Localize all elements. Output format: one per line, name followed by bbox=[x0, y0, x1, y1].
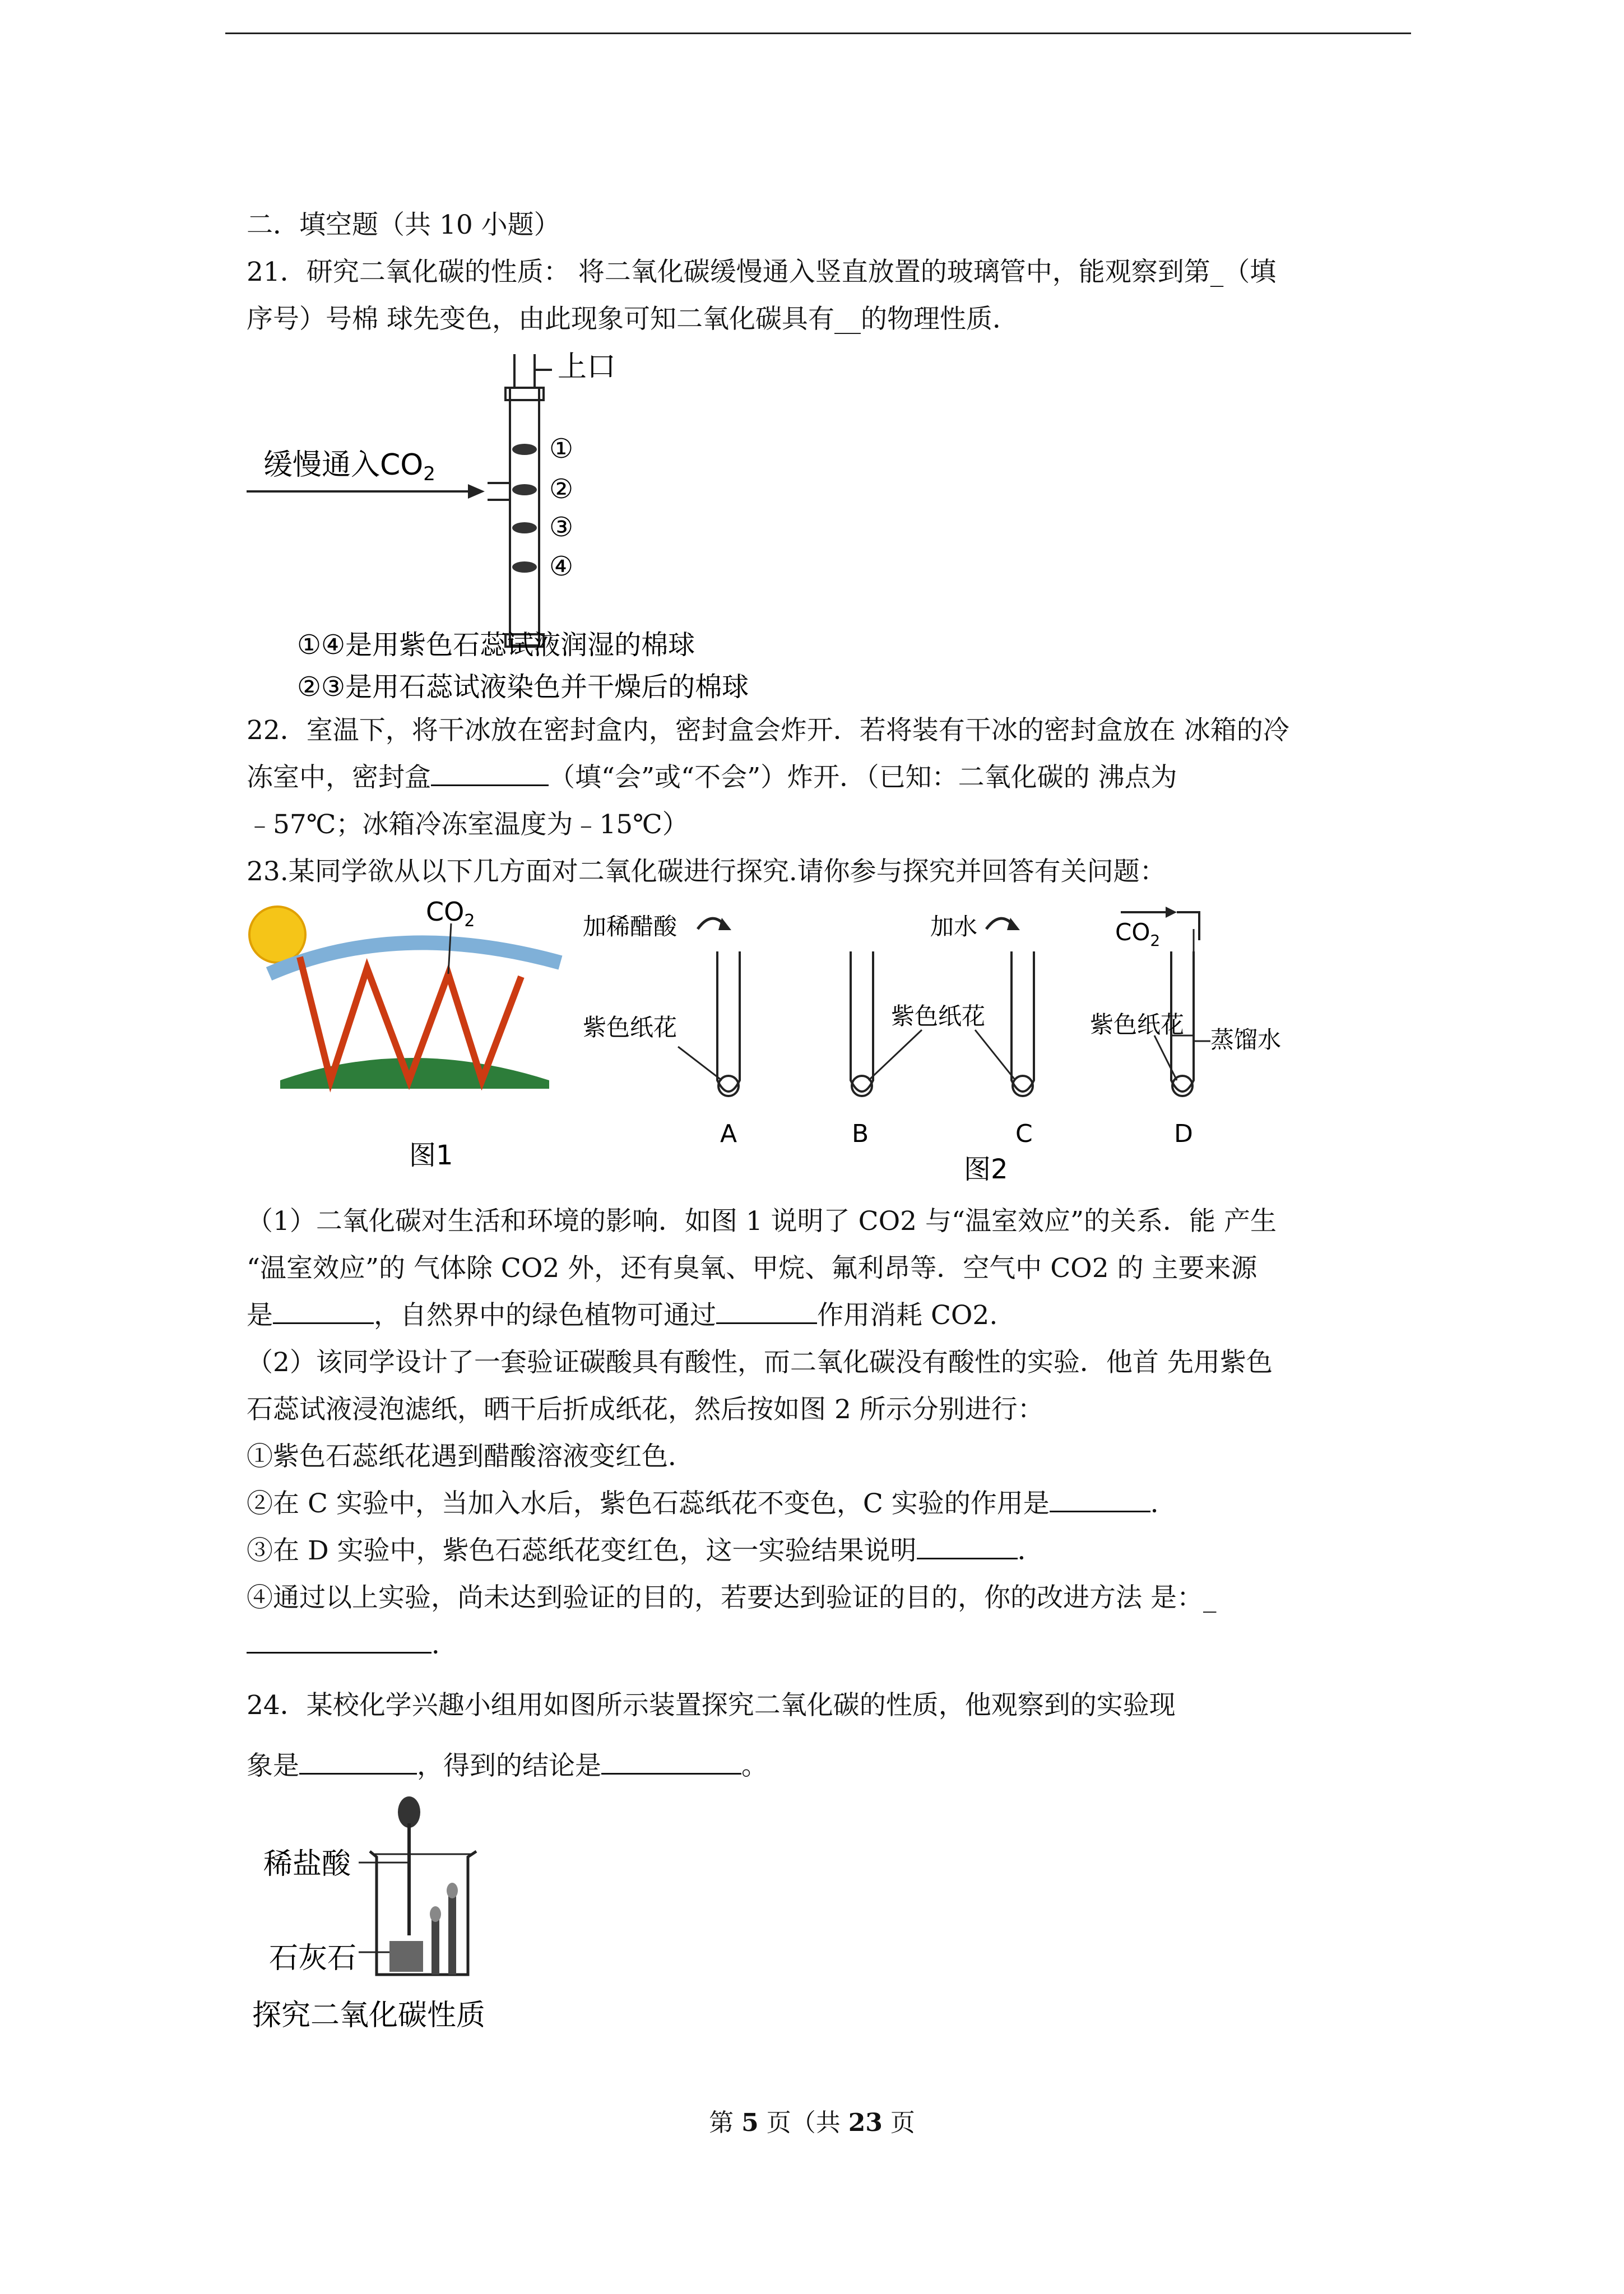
greenhouse-and-tubes-diagram bbox=[247, 895, 1401, 1198]
q23-step2: ②在 C 实验中，当加入水后，紫色石蕊纸花不变色，C 实验的作用是 ． bbox=[247, 1488, 1177, 1519]
fig1-caption: 图1 bbox=[409, 1140, 453, 1171]
fig2-caption: 图2 bbox=[964, 1154, 1008, 1185]
header-rule bbox=[225, 32, 1411, 34]
marker-2: ② bbox=[549, 473, 574, 505]
q23-step1: ①紫色石蕊纸花遇到醋酸溶液变红色． bbox=[247, 1441, 694, 1472]
q22-answer-blank[interactable] bbox=[431, 762, 549, 786]
marker-3: ③ bbox=[549, 512, 574, 543]
q24-text-line2: 象是 ，得到的结论是 。 bbox=[247, 1750, 768, 1781]
conclusion-blank[interactable] bbox=[601, 1750, 741, 1775]
q23-intro: 23.某同学欲从以下几方面对二氧化碳进行探究.请你参与探究并回答有关问题： bbox=[247, 856, 1166, 887]
flower-label-bc: 紫色纸花 bbox=[891, 1002, 986, 1030]
tube-c-label: C bbox=[1015, 1120, 1033, 1148]
section-title: 二．填空题（共 10 小题） bbox=[247, 210, 560, 240]
limestone-label: 石灰石 bbox=[269, 1942, 357, 1975]
note-1: ①④是用紫色石蕊试液润湿的棉球 bbox=[297, 629, 695, 661]
page-footer: 第 5 页（共 23 页 bbox=[709, 2109, 915, 2137]
q24-text-line1: 24．某校化学兴趣小组用如图所示装置探究二氧化碳的性质，他观察到的实验现 bbox=[247, 1690, 1176, 1721]
improvement-blank[interactable] bbox=[247, 1629, 431, 1654]
tube-b-label: B bbox=[852, 1120, 869, 1148]
figure-1 bbox=[249, 897, 560, 1171]
co2-source-blank[interactable] bbox=[273, 1300, 374, 1324]
d-result-blank[interactable] bbox=[917, 1535, 1018, 1559]
tube-a-label: A bbox=[720, 1120, 737, 1148]
acid-label: 加稀醋酸 bbox=[583, 913, 678, 940]
total-pages: 23 bbox=[848, 2109, 883, 2137]
note-2: ②③是用石蕊试液染色并干燥后的棉球 bbox=[297, 671, 749, 703]
tube-d-label: D bbox=[1174, 1120, 1193, 1148]
q24-figure bbox=[247, 1790, 1401, 2042]
q23-p1-line3: 是 ，自然界中的绿色植物可通过 作用消耗 CO2. bbox=[247, 1300, 998, 1331]
q22-text-line1: 22．室温下，将干冰放在密封盒内，密封盒会炸开．若将装有干冰的密封盒放在 冰箱的冷 bbox=[247, 715, 1289, 746]
q23-p1-line1: （1）二氧化碳对生活和环境的影响．如图 1 说明了 CO2 与“温室效应”的关系．能 产生 bbox=[247, 1206, 1277, 1237]
q23-p2-line1: （2）该同学设计了一套验证碳酸具有酸性，而二氧化碳没有酸性的实验．他首 先用紫色 bbox=[247, 1347, 1273, 1378]
q22-text-line3: ﹣57℃；冰箱冷冻室温度为﹣15℃） bbox=[247, 809, 689, 840]
photosynthesis-blank[interactable] bbox=[716, 1300, 817, 1324]
flower-label-a: 紫色纸花 bbox=[583, 1014, 678, 1041]
q23-figures bbox=[247, 895, 1401, 1198]
inlet-label: 缓慢通入CO2 bbox=[263, 448, 435, 485]
figure-caption: 探究二氧化碳性质 bbox=[252, 1999, 486, 2032]
q23-step4: ④通过以上实验，尚未达到验证的目的，若要达到验证的目的，你的改进方法 是：_ bbox=[247, 1582, 1217, 1613]
q21-figure bbox=[247, 343, 1401, 707]
q23-p2-line2: 石蕊试液浸泡滤纸，晒干后折成纸花，然后按如图 2 所示分别进行： bbox=[247, 1394, 1044, 1425]
flower-label-d: 紫色纸花 bbox=[1090, 1011, 1185, 1038]
glass-tube-diagram bbox=[247, 343, 919, 707]
c-role-blank[interactable] bbox=[1050, 1488, 1150, 1512]
q21-text-line1: 21．研究二氧化碳的性质： 将二氧化碳缓慢通入竖直放置的玻璃管中，能观察到第_（填 bbox=[247, 257, 1277, 287]
document-body bbox=[247, 202, 1401, 2042]
water-label: 加水 bbox=[930, 913, 978, 940]
current-page: 5 bbox=[741, 2109, 759, 2137]
q21-text-line2: 序号）号棉 球先变色，由此现象可知二氧化碳具有__的物理性质． bbox=[247, 304, 1019, 335]
q23-step3: ③在 D 实验中，紫色石蕊纸花变红色，这一实验结果说明 ． bbox=[247, 1535, 1044, 1566]
sun-icon bbox=[249, 907, 305, 963]
beaker-diagram bbox=[247, 1790, 583, 2042]
q22-text-line2: 冻室中，密封盒 （填“会”或“不会”）炸开．（已知：二氧化碳的 沸点为 bbox=[247, 762, 1177, 793]
dilute-hcl-label: 稀盐酸 bbox=[263, 1847, 351, 1881]
q23-step4-answer: ． bbox=[247, 1622, 1401, 1669]
q23-p1-line2: “温室效应”的 气体除 CO2 外，还有臭氧、甲烷、氟利昂等．空气中 CO2 的 主要来源 bbox=[247, 1253, 1258, 1284]
marker-4: ④ bbox=[549, 551, 574, 582]
top-port-label: 上口 bbox=[558, 350, 616, 384]
phenomenon-blank[interactable] bbox=[299, 1750, 417, 1775]
fig2-co2-label: $CO_2$ bbox=[1115, 918, 1161, 950]
distilled-water-label: 蒸馏水 bbox=[1210, 1026, 1282, 1053]
figure-2 bbox=[583, 907, 1281, 1185]
marker-1: ① bbox=[549, 433, 574, 465]
fig1-co2-label: $CO_2$ bbox=[426, 897, 475, 931]
